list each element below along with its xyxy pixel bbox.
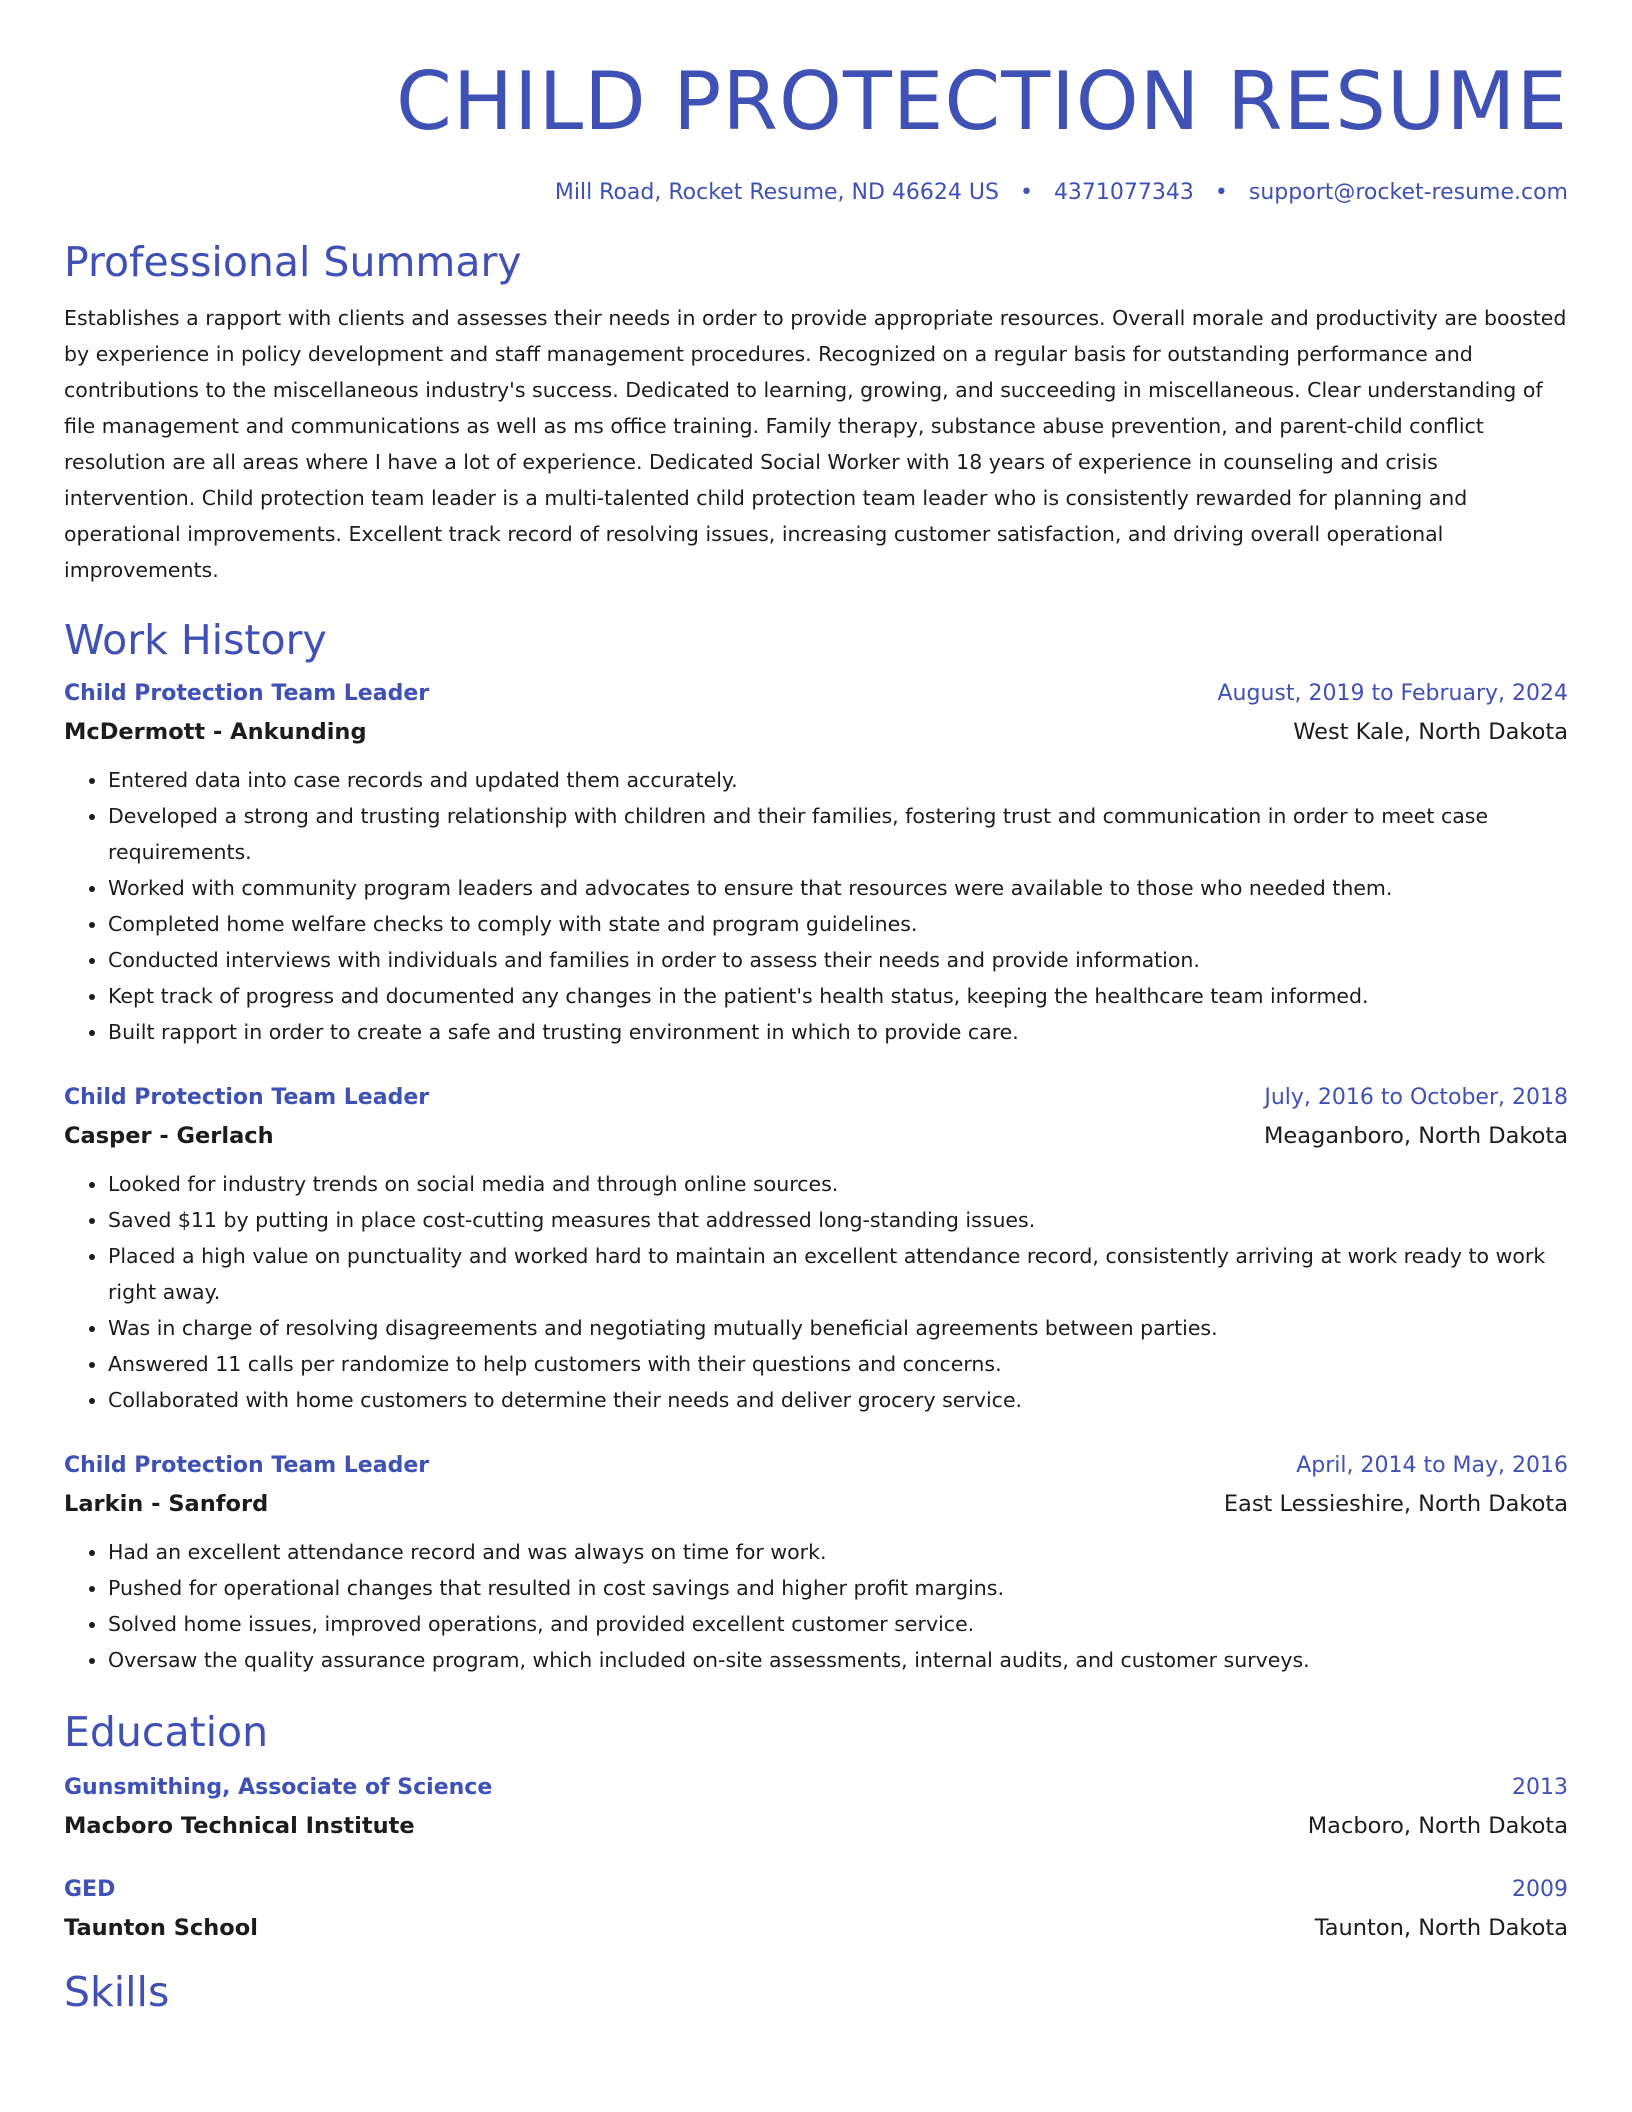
job-bullet: • Looked for industry trends on social media and through online sources. xyxy=(108,1166,1568,1202)
job-location: Meaganboro, North Dakota xyxy=(1263,1123,1568,1149)
job-dates: April, 2014 to May, 2016 xyxy=(1296,1453,1568,1478)
summary-text: Establishes a rapport with clients and assesses their needs in order to provide appropriate resources. Overall morale and productivity are boosted by experience in policy development and staff management procedures. Recognized on a regular basis for outstanding performance and contributions to the miscellaneous industry's success. Dedicated to learning, growing, and succeeding in miscellaneous. Clear understanding of file management and communications as well as ms office training. Family therapy, substance abuse prevention, and parent-child conflict resolution are all areas where I have a lot of experience. Dedicated Social Worker with 18 years of experience in counseling and crisis intervention. Child protection team leader is a multi-talented child protection team leader who is consistently rewarded for planning and operational improvements. Excellent track record of resolving issues, increasing customer satisfaction, and driving overall operational improvements. xyxy=(64,306,1567,582)
summary-section xyxy=(64,236,1568,588)
job-company: Casper - Gerlach xyxy=(64,1123,274,1149)
education-entry xyxy=(64,1770,1568,1846)
contact-separator: • xyxy=(1019,180,1033,205)
job-bullet: • Pushed for operational changes that resulted in cost savings and higher profit margins. xyxy=(108,1570,1568,1606)
education-heading: Education xyxy=(64,1708,269,1756)
education-location: Macboro, North Dakota xyxy=(1307,1813,1568,1839)
job-entry xyxy=(64,676,1568,1050)
job-bullet: • Saved $11 by putting in place cost-cutting measures that addressed long-standing issues. xyxy=(108,1202,1568,1238)
job-bullet: • Had an excellent attendance record and was always on time for work. xyxy=(108,1534,1568,1570)
work-history-section xyxy=(64,614,1568,1678)
education-section xyxy=(64,1706,1568,1948)
job-dates: July, 2016 to October, 2018 xyxy=(1264,1085,1568,1110)
job-bullet: • Entered data into case records and updated them accurately. xyxy=(108,762,1568,798)
job-bullets xyxy=(64,1166,1568,1418)
job-bullet: • Conducted interviews with individuals and families in order to assess their needs and provide information. xyxy=(108,942,1568,978)
job-bullet: • Worked with community program leaders and advocates to ensure that resources were available to those who needed them. xyxy=(108,870,1568,906)
job-bullet: • Kept track of progress and documented any changes in the patient's health status, keeping the healthcare team informed. xyxy=(108,978,1568,1014)
contact-phone: 4371077343 xyxy=(1053,180,1194,205)
job-bullet: • Built rapport in order to create a safe and trusting environment in which to provide care. xyxy=(108,1014,1568,1050)
contact-email: support@rocket-resume.com xyxy=(1248,180,1568,205)
job-bullets xyxy=(64,1534,1568,1678)
education-degree: GED xyxy=(64,1877,116,1902)
job-bullet: • Solved home issues, improved operations, and provided excellent customer service. xyxy=(108,1606,1568,1642)
job-company: McDermott - Ankunding xyxy=(64,719,367,745)
resume-title: CHILD PROTECTION RESUME xyxy=(395,55,1568,148)
job-bullet: • Answered 11 calls per randomize to help customers with their questions and concerns. xyxy=(108,1346,1568,1382)
job-bullet: • Placed a high value on punctuality and worked hard to maintain an excellent attendance record, consistently arriving at work ready to work right away. xyxy=(108,1238,1568,1310)
contact-line xyxy=(64,178,1568,208)
education-degree: Gunsmithing, Associate of Science xyxy=(64,1775,493,1800)
skills-section xyxy=(64,1966,1568,2018)
job-bullet: • Completed home welfare checks to comply with state and program guidelines. xyxy=(108,906,1568,942)
resume-header xyxy=(64,0,1568,208)
job-entry xyxy=(64,1448,1568,1678)
job-title: Child Protection Team Leader xyxy=(64,1085,430,1110)
job-title: Child Protection Team Leader xyxy=(64,681,430,706)
contact-address: Mill Road, Rocket Resume, ND 46624 US xyxy=(554,180,999,205)
education-school: Taunton School xyxy=(64,1915,258,1941)
education-school: Macboro Technical Institute xyxy=(64,1813,415,1839)
job-bullets xyxy=(64,762,1568,1050)
job-company: Larkin - Sanford xyxy=(64,1491,269,1517)
job-title: Child Protection Team Leader xyxy=(64,1453,430,1478)
job-location: West Kale, North Dakota xyxy=(1293,719,1568,745)
skills-heading: Skills xyxy=(64,1968,170,2016)
work-history-heading: Work History xyxy=(64,616,327,664)
contact-separator: • xyxy=(1214,180,1228,205)
summary-heading: Professional Summary xyxy=(64,238,522,286)
education-location: Taunton, North Dakota xyxy=(1314,1915,1568,1941)
job-bullet: • Collaborated with home customers to determine their needs and deliver grocery service. xyxy=(108,1382,1568,1418)
job-bullet: • Was in charge of resolving disagreements and negotiating mutually beneficial agreements between parties. xyxy=(108,1310,1568,1346)
job-dates: August, 2019 to February, 2024 xyxy=(1217,681,1568,706)
education-year: 2009 xyxy=(1512,1877,1568,1902)
job-bullet: • Oversaw the quality assurance program, which included on-site assessments, internal audits, and customer surveys. xyxy=(108,1642,1568,1678)
job-bullet: • Developed a strong and trusting relationship with children and their families, fostering trust and communication in order to meet case requirements. xyxy=(108,798,1568,870)
job-location: East Lessieshire, North Dakota xyxy=(1223,1491,1568,1517)
job-entry xyxy=(64,1080,1568,1418)
education-year: 2013 xyxy=(1512,1775,1568,1800)
education-entry xyxy=(64,1872,1568,1948)
